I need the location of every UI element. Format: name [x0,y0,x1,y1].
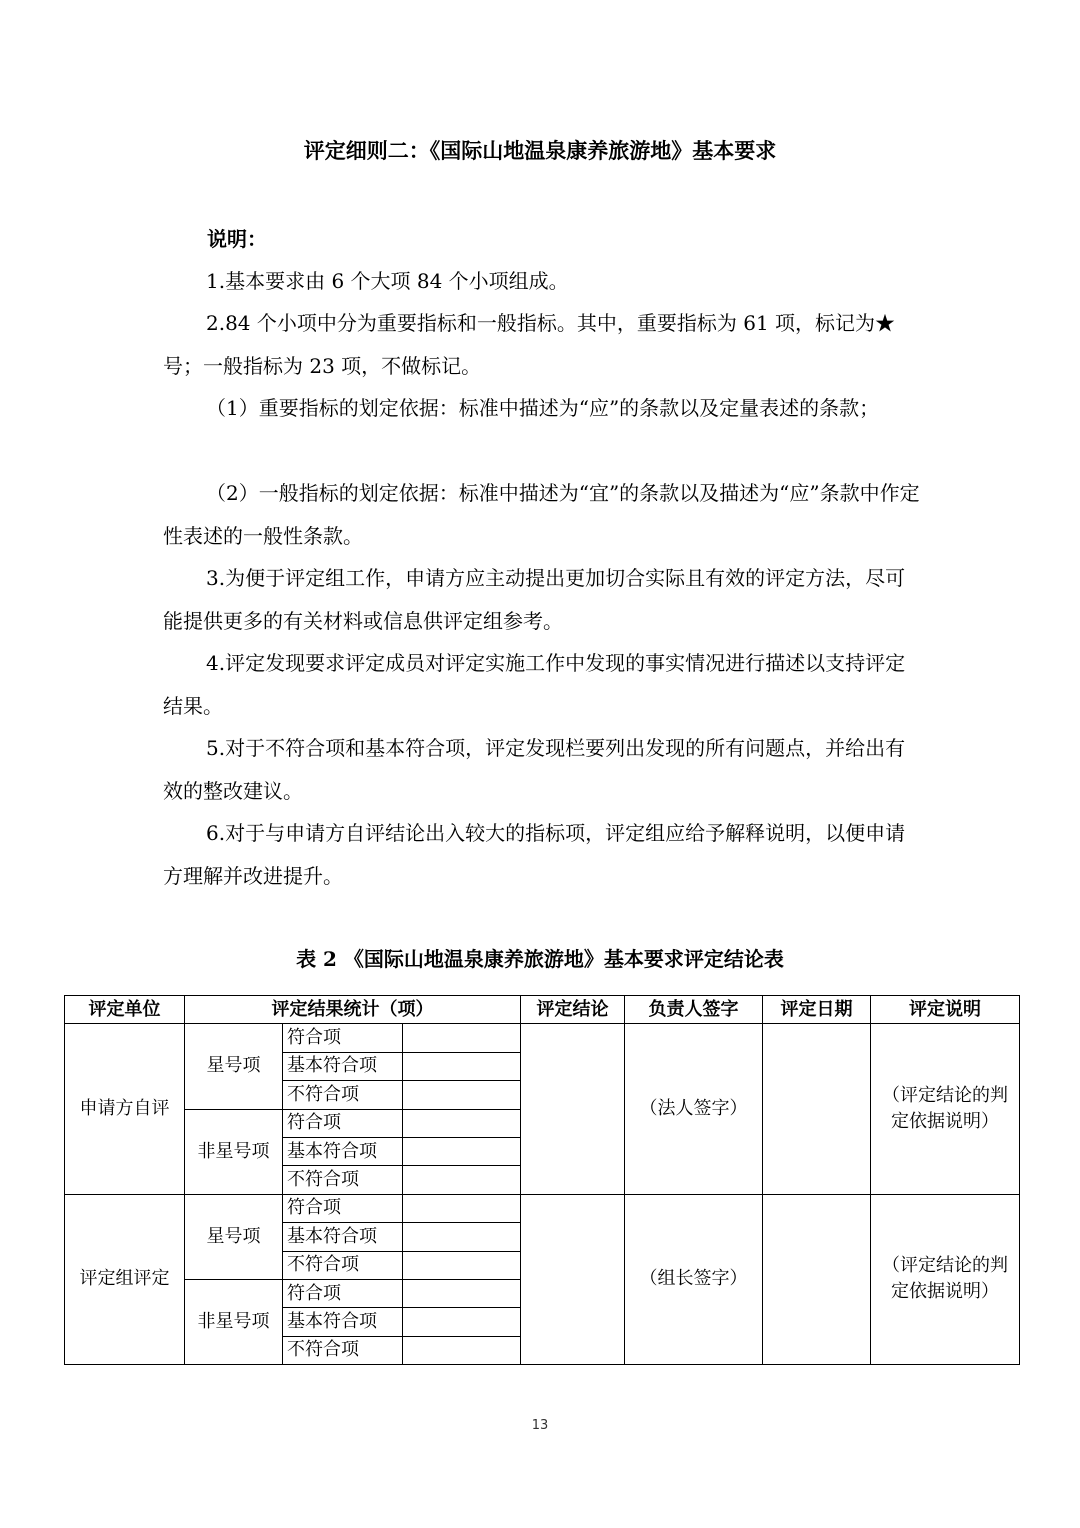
count-cell[interactable] [403,1081,521,1109]
level-full: 符合项 [283,1194,403,1222]
remark-cell[interactable]: （评定结论的判定依据说明） [871,1024,1020,1194]
evaluation-conclusion-table [64,995,1020,1365]
header-conclusion: 评定结论 [521,996,625,1024]
count-cell[interactable] [403,1308,521,1336]
count-cell[interactable] [403,1336,521,1364]
level-basic: 基本符合项 [283,1308,403,1336]
date-cell[interactable] [763,1024,871,1194]
count-cell[interactable] [403,1052,521,1080]
date-cell[interactable] [763,1194,871,1364]
notes-heading: 说明： [207,227,267,251]
level-full: 符合项 [283,1279,403,1307]
level-full: 符合项 [283,1109,403,1137]
group-star: 星号项 [185,1024,283,1109]
count-cell[interactable] [403,1166,521,1194]
header-signature: 负责人签字 [625,996,763,1024]
header-stats: 评定结果统计（项） [185,996,521,1024]
conclusion-cell[interactable] [521,1024,625,1194]
count-cell[interactable] [403,1223,521,1251]
note-paragraph-5: 3.为便于评定组工作，申请方应主动提出更加切合实际且有效的评定方法，尽可能提供更多的有关材料或信息供评定组参考。 [163,566,906,633]
count-cell[interactable] [403,1279,521,1307]
unit-cell: 评定组评定 [65,1194,185,1364]
group-nonstar: 非星号项 [185,1109,283,1194]
count-cell[interactable] [403,1109,521,1137]
count-cell[interactable] [403,1194,521,1222]
level-full: 符合项 [283,1024,403,1052]
note-paragraph-4: （2）一般指标的划定依据：标准中描述为“宜”的条款以及描述为“应”条款中作定性表述的一般性条款。 [163,481,920,548]
level-basic: 基本符合项 [283,1137,403,1165]
note-paragraph-8: 6.对于与申请方自评结论出入较大的指标项，评定组应给予解释说明，以便申请方理解并改进提升。 [163,821,906,888]
level-basic: 基本符合项 [283,1052,403,1080]
level-non: 不符合项 [283,1336,403,1364]
level-non: 不符合项 [283,1251,403,1279]
conclusion-cell[interactable] [521,1194,625,1364]
note-paragraph-2: 2.84 个小项中分为重要指标和一般指标。其中，重要指标为 61 项，标记为★号；一般指标为 23 项，不做标记。 [163,311,896,378]
table-caption: 表 2 《国际山地温泉康养旅游地》基本要求评定结论表 [296,947,784,971]
table-header-row [65,996,1020,1024]
header-date: 评定日期 [763,996,871,1024]
note-paragraph-7: 5.对于不符合项和基本符合项，评定发现栏要列出发现的所有问题点，并给出有效的整改建议。 [163,736,906,803]
header-remark: 评定说明 [871,996,1020,1024]
page-title: 评定细则二：《国际山地温泉康养旅游地》基本要求 [303,138,777,163]
level-non: 不符合项 [283,1081,403,1109]
level-non: 不符合项 [283,1166,403,1194]
signature-cell[interactable]: （法人签字） [625,1024,763,1194]
group-nonstar: 非星号项 [185,1279,283,1364]
count-cell[interactable] [403,1251,521,1279]
count-cell[interactable] [403,1137,521,1165]
group-star: 星号项 [185,1194,283,1279]
note-paragraph-3: （1）重要指标的划定依据：标准中描述为“应”的条款以及定量表述的条款； [206,396,880,420]
unit-cell: 申请方自评 [65,1024,185,1194]
page-number: 13 [531,1418,549,1433]
note-paragraph-1: 1.基本要求由 6 个大项 84 个小项组成。 [206,269,569,293]
header-unit: 评定单位 [65,996,185,1024]
note-paragraph-6: 4.评定发现要求评定成员对评定实施工作中发现的事实情况进行描述以支持评定结果。 [163,651,906,718]
remark-cell[interactable]: （评定结论的判定依据说明） [871,1194,1020,1364]
level-basic: 基本符合项 [283,1223,403,1251]
table-row [65,1024,1020,1052]
table-row [65,1194,1020,1222]
count-cell[interactable] [403,1024,521,1052]
signature-cell[interactable]: （组长签字） [625,1194,763,1364]
